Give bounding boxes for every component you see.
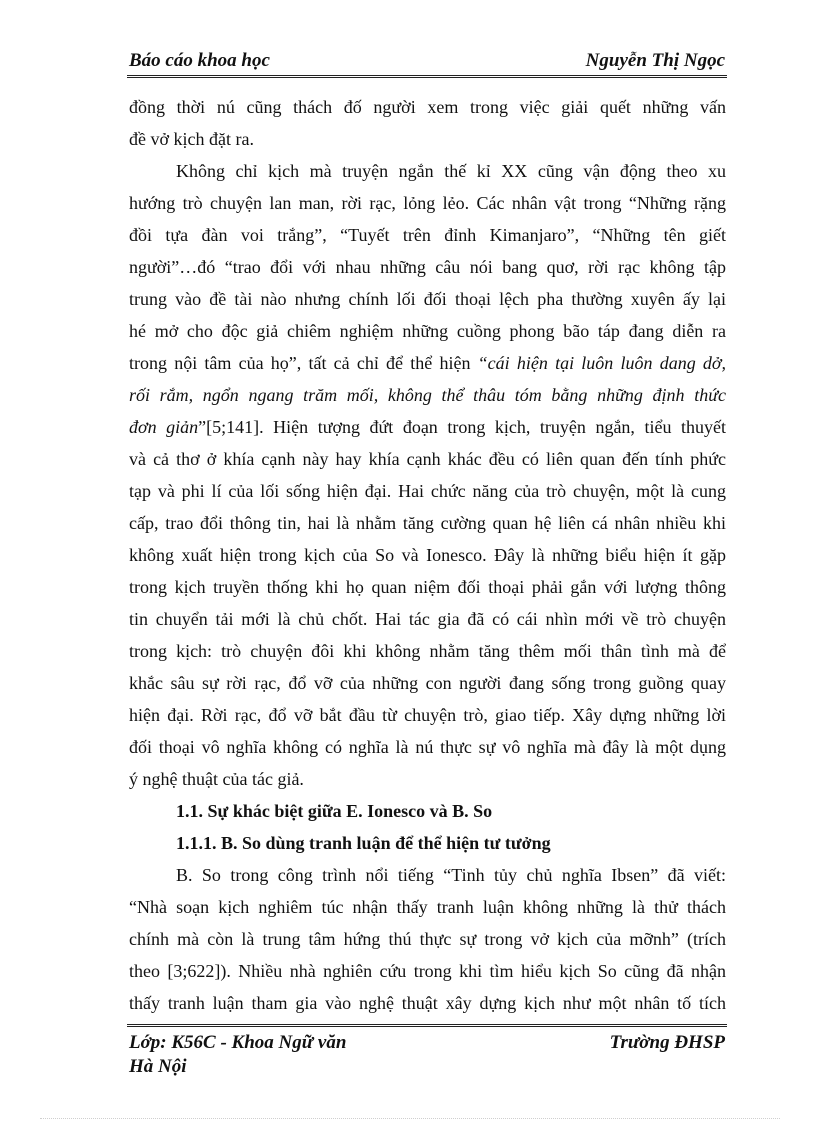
header-author: Nguyễn Thị Ngọc (585, 50, 725, 71)
text-line: chính mà còn là trung tâm hứng thú thực sự trong vở kịch của mỡnh” (trích (129, 929, 726, 949)
section-heading: 1.1. Sự khác biệt giữa E. Ionesco và B. So (176, 801, 493, 821)
italic-quote: đơn giản (129, 417, 199, 437)
text-line: hiện đại. Rời rạc, đổ vỡ bắt đầu từ chuyện trò, giao tiếp. Xây dựng những lời (129, 705, 726, 725)
text-line: khắc sâu sự rời rạc, đổ vỡ của những con người đang sống trong guồng quay (129, 673, 726, 693)
text-line: trong kịch truyền thống khi họ quan niệm đối thoại phải gắn với lượng thông (129, 577, 726, 597)
header-title: Báo cáo khoa học (129, 50, 270, 71)
text-line: hướng trò chuyện lan man, rời rạc, lỏng lẻo. Các nhân vật trong “Những rặng (129, 193, 726, 213)
text-line (129, 411, 726, 443)
text-line: “Nhà soạn kịch nghiêm túc nhận thấy tranh luận không những là thử thách (129, 897, 726, 917)
header-divider (127, 75, 727, 78)
page-header (127, 50, 727, 74)
page-edge-dotted-line (40, 1118, 780, 1119)
text-line: trung vào đề tài nào nhưng chính lối đối thoại lệch pha thường xuyên ấy lại (129, 289, 726, 309)
text-line: Không chỉ kịch mà truyện ngắn thế kỉ XX cũng vận động theo xu (176, 161, 726, 181)
text-line: thấy tranh luận tham gia vào nghệ thuật xây dựng kịch như một nhân tố tích (129, 993, 726, 1013)
text-line: theo [3;622]). Nhiều nhà nghiên cứu trong khi tìm hiểu kịch So cũng đã nhận (129, 961, 726, 981)
text-line (129, 347, 726, 379)
text-line: ý nghệ thuật của tác giả. (129, 769, 304, 789)
footer-class: Lớp: K56C - Khoa Ngữ văn (129, 1032, 347, 1053)
italic-quote: “cái hiện tại luôn luôn dang dở, (477, 353, 727, 373)
text-line: rối rắm, ngổn ngang trăm mối, không thể thâu tóm bằng những định thức (129, 385, 726, 405)
footer-school: Trường ĐHSP (609, 1032, 725, 1053)
text-segment: ”[5;141]. Hiện tượng đứt đoạn trong kịch, truyện ngắn, tiểu thuyết (198, 417, 726, 437)
subsection-heading: 1.1.1. B. So dùng tranh luận để thể hiện tư tưởng (176, 833, 551, 853)
text-line: đối thoại vô nghĩa không có nghĩa là nú thực sự vô nghĩa mà đây là một dụng (129, 737, 726, 757)
text-line: đề vở kịch đặt ra. (129, 129, 254, 149)
footer-divider (127, 1024, 727, 1027)
page-footer (127, 1030, 727, 1080)
text-segment: trong nội tâm của họ”, tất cả chỉ để thể hiện (129, 353, 471, 373)
text-line: đồi tựa đàn voi trắng”, “Tuyết trên đỉnh Kimanjaro”, “Những tên giết (129, 225, 726, 245)
footer-city: Hà Nội (129, 1056, 187, 1077)
text-line: tạp và phi lí của lối sống hiện đại. Hai chức năng của trò chuyện, một là cung (129, 481, 726, 501)
text-line: đồng thời nú cũng thách đố người xem trong việc giải quết những vấn (129, 97, 726, 117)
text-line: trong kịch: trò chuyện đôi khi không nhằm tăng thêm mối thân tình mà để (129, 641, 726, 661)
text-line: B. So trong công trình nổi tiếng “Tinh tủy chủ nghĩa Ibsen” đã viết: (176, 865, 726, 885)
text-line: tin chuyển tải mới là chủ chốt. Hai tác gia đã có cái nhìn mới về trò chuyện (129, 609, 726, 629)
document-body (129, 91, 726, 1019)
text-line: hé mở cho độc giả chiêm nghiệm những cuồng phong bão táp đang diễn ra (129, 321, 726, 341)
text-line: không xuất hiện trong kịch của So và Ionesco. Đây là những biểu hiện ít gặp (129, 545, 726, 565)
text-line: người”…đó “trao đổi với nhau những câu nói bang quơ, rời rạc không tập (129, 257, 726, 277)
text-line: cấp, trao đổi thông tin, hai là nhằm tăng cường quan hệ liên cá nhân nhiều khi (129, 513, 726, 533)
text-line: và cả thơ ở khía cạnh này hay khía cạnh khác đều có liên quan đến tính phức (129, 449, 726, 469)
